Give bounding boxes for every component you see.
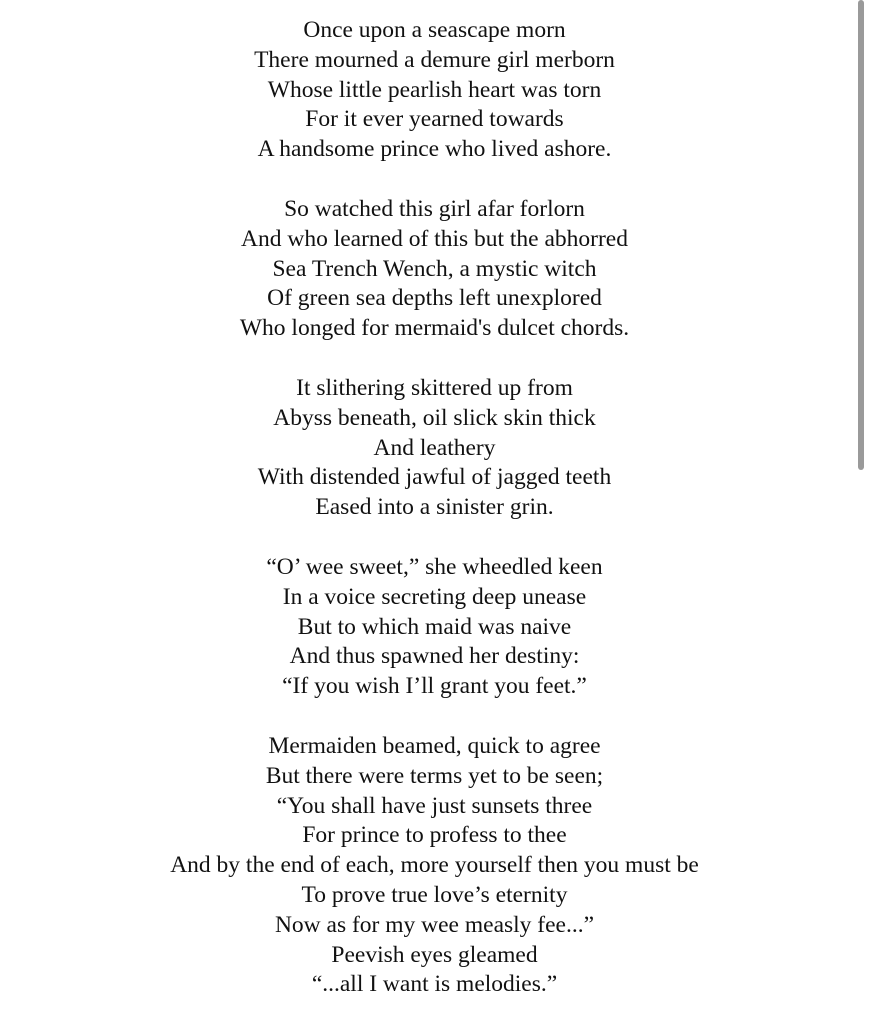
poem-line: “You shall have just sunsets three xyxy=(276,792,593,819)
poem-line: With distended jawful of jagged teeth xyxy=(257,464,612,491)
poem-line: It slithering skittered up from xyxy=(296,374,573,401)
poem xyxy=(0,16,869,1030)
poem-line: But there were terms yet to be seen; xyxy=(265,762,604,789)
stanza xyxy=(0,16,869,165)
poem-line: And by the end of each, more yourself then you must be xyxy=(170,852,699,879)
poem-line: So watched this girl afar forlorn xyxy=(284,195,585,222)
poem-line: Of green sea depths left unexplored xyxy=(267,285,602,312)
poem-line: Now as for my wee measly fee...” xyxy=(274,911,595,938)
poem-line: Abyss beneath, oil slick skin thick xyxy=(273,404,596,431)
poem-line: A handsome prince who lived ashore. xyxy=(257,136,612,163)
poem-line: “...all I want is melodies.” xyxy=(311,971,558,998)
stanza xyxy=(0,553,869,702)
poem-line: Whose little pearlish heart was torn xyxy=(267,76,602,103)
poem-line: “O’ wee sweet,” she wheedled keen xyxy=(266,553,603,580)
poem-line: To prove true love’s eternity xyxy=(301,881,568,908)
poem-line: There mourned a demure girl merborn xyxy=(254,46,615,73)
poem-line: Eased into a sinister grin. xyxy=(315,494,554,521)
poem-line: Once upon a seascape morn xyxy=(303,17,566,43)
stanza xyxy=(0,195,869,344)
poem-line: Who longed for mermaid's dulcet chords. xyxy=(239,315,630,342)
vertical-scrollbar[interactable] xyxy=(855,0,869,1023)
scrollbar-thumb[interactable] xyxy=(858,0,864,470)
poem-line: Peevish eyes gleamed xyxy=(331,941,538,968)
stanza xyxy=(0,374,869,523)
poem-line: But to which maid was naive xyxy=(297,613,572,640)
poem-line: For prince to profess to thee xyxy=(302,822,567,849)
poem-line: And leathery xyxy=(373,434,496,461)
poem-line: Mermaiden beamed, quick to agree xyxy=(268,732,601,759)
poem-line: And thus spawned her destiny: xyxy=(289,643,580,670)
stanza xyxy=(0,732,869,1000)
poem-line: For it ever yearned towards xyxy=(305,106,564,133)
poem-line: And who learned of this but the abhorred xyxy=(241,225,628,252)
poem-line: In a voice secreting deep unease xyxy=(282,583,587,610)
poem-line: “If you wish I’ll grant you feet.” xyxy=(282,673,587,700)
poem-line: Sea Trench Wench, a mystic witch xyxy=(272,255,597,282)
